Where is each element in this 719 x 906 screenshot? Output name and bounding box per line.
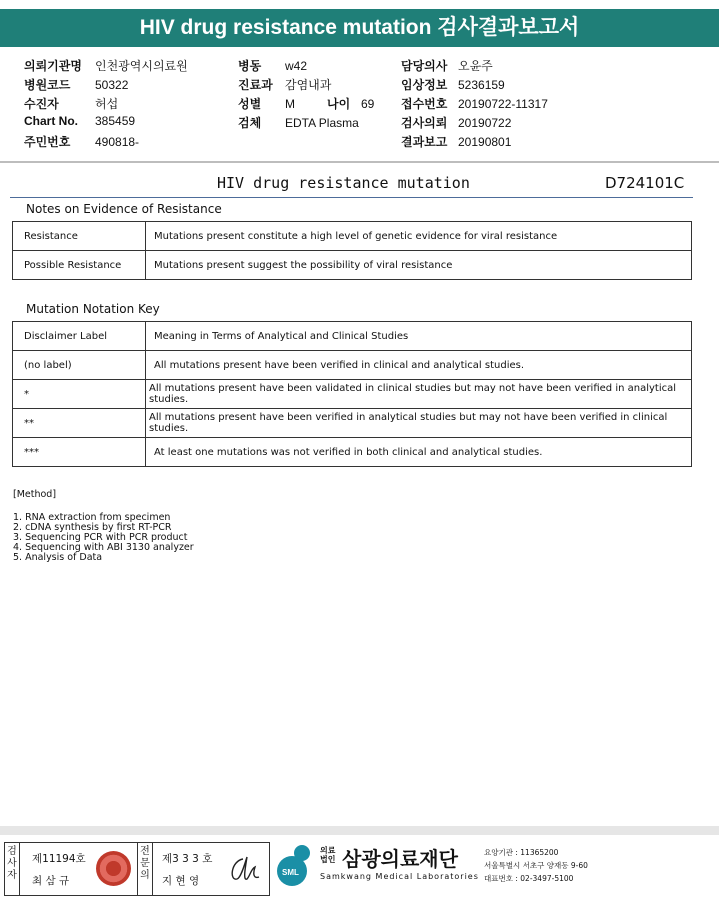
reviewer-license: 제3 3 3 호: [162, 853, 213, 865]
notation-header-text: Meaning in Terms of Analytical and Clinical Studies: [146, 322, 692, 351]
evidence-table: [12, 221, 692, 280]
doctor-label: 담당의사: [401, 59, 448, 73]
notation-label: (no label): [13, 351, 146, 380]
report-date-label: 결과보고: [401, 135, 448, 149]
doc-id: D724101C: [605, 174, 685, 192]
footer-divider: [0, 826, 719, 835]
sml-logo-icon: [272, 843, 316, 887]
doc-title: HIV drug resistance mutation: [217, 174, 470, 192]
notation-header-label: Disclaimer Label: [13, 322, 146, 351]
notation-text: All mutations present have been validated in clinical studies but may not have been verified in analytical studies.: [146, 380, 692, 409]
header-divider: [0, 161, 719, 163]
patient-value: 허섭: [95, 97, 119, 111]
evidence-label: Resistance: [13, 222, 146, 251]
method-steps: [13, 513, 194, 563]
specimen-value: EDTA Plasma: [285, 116, 359, 130]
method-step: 3. Sequencing PCR with PCR product: [13, 532, 188, 543]
table-row: [13, 438, 692, 467]
lab-english-name: Samkwang Medical Laboratories: [320, 872, 479, 881]
patient-label: 수진자: [24, 97, 59, 111]
examiner-license: 제11194호: [32, 853, 86, 865]
header-col-2: [238, 57, 374, 133]
hospital-value: 인천광역시의료원: [95, 59, 188, 73]
specimen-label: 검체: [238, 116, 262, 130]
hospital-code-value: 50322: [95, 78, 129, 92]
age-label: 나이: [327, 97, 351, 111]
ward-value: w42: [285, 59, 308, 73]
table-row: [13, 351, 692, 380]
header-col-3: [401, 57, 548, 152]
lab-address: 서울특별시 서초구 양재동 9-60: [484, 861, 588, 870]
report-date-value: 20190801: [458, 135, 512, 149]
department-value: 감염내과: [285, 78, 332, 92]
chart-no-label: Chart No.: [24, 114, 78, 128]
notation-table: [12, 321, 692, 467]
hospital-code-label: 병원코드: [24, 78, 71, 92]
table-row: [13, 251, 692, 280]
notation-label: *: [13, 380, 146, 409]
method-step: 4. Sequencing with ABI 3130 analyzer: [13, 542, 194, 553]
lab-badge-top: 의료: [320, 846, 336, 855]
signature-icon: [223, 851, 263, 887]
receipt-no-value: 20190722-11317: [458, 97, 548, 111]
notation-heading: Mutation Notation Key: [26, 302, 160, 316]
evidence-heading: Notes on Evidence of Resistance: [26, 202, 222, 216]
chart-no-value: 385459: [95, 114, 136, 128]
reviewer-name: 지 현 영: [162, 875, 200, 887]
signature-block: [4, 842, 270, 896]
notation-text: All mutations present have been verified in analytical studies but may not have been verified in clinical studies.: [146, 409, 692, 438]
clinical-info-value: 5236159: [458, 78, 505, 92]
sex-label: 성별: [238, 97, 262, 111]
method-step: 1. RNA extraction from specimen: [13, 512, 171, 523]
notation-label: **: [13, 409, 146, 438]
table-row: [13, 409, 692, 438]
notation-text: All mutations present have been verified in clinical and analytical studies.: [146, 351, 692, 380]
report-title: HIV drug resistance mutation 검사결과보고서: [0, 9, 719, 47]
method-step: 2. cDNA synthesis by first RT-PCR: [13, 522, 172, 533]
table-row: [13, 380, 692, 409]
examiner-name: 최 삼 규: [32, 875, 70, 887]
ward-label: 병동: [238, 59, 262, 73]
evidence-text: Mutations present suggest the possibility of viral resistance: [146, 251, 692, 280]
lab-badge-bottom: 법인: [320, 855, 336, 864]
lab-contact: [484, 846, 588, 885]
reviewer-vertical-label: 전문의: [138, 843, 153, 895]
examiner-vertical-label: 검사자: [5, 843, 20, 895]
resident-no-value: 490818-: [95, 135, 140, 149]
evidence-label: Possible Resistance: [13, 251, 146, 280]
age-value: 69: [361, 97, 375, 111]
method-step: 5. Analysis of Data: [13, 552, 103, 563]
notation-label: ***: [13, 438, 146, 467]
doctor-value: 오윤주: [458, 59, 493, 73]
notation-text: At least one mutations was not verified in both clinical and analytical studies.: [146, 438, 692, 467]
receipt-no-label: 접수번호: [401, 97, 448, 111]
table-row: [13, 222, 692, 251]
department-label: 진료과: [238, 78, 273, 92]
request-date-label: 검사의뢰: [401, 116, 448, 130]
resident-no-label: 주민번호: [24, 135, 71, 149]
method-heading: [Method]: [13, 489, 57, 500]
header-col-1: [24, 57, 188, 152]
table-row: [13, 322, 692, 351]
sex-value: M: [285, 97, 295, 111]
lab-name: 삼광의료재단: [342, 847, 458, 871]
logo-text: SML: [282, 868, 299, 877]
lab-phone: 대표번호 : 02-3497-5100: [484, 874, 574, 883]
clinical-info-label: 임상정보: [401, 78, 448, 92]
seal-icon: [96, 851, 131, 886]
hospital-label: 의뢰기관명: [24, 59, 82, 73]
title-underline: [10, 197, 693, 198]
lab-code: 요양기관 : 11365200: [484, 848, 559, 857]
request-date-value: 20190722: [458, 116, 512, 130]
evidence-text: Mutations present constitute a high level of genetic evidence for viral resistance: [146, 222, 692, 251]
